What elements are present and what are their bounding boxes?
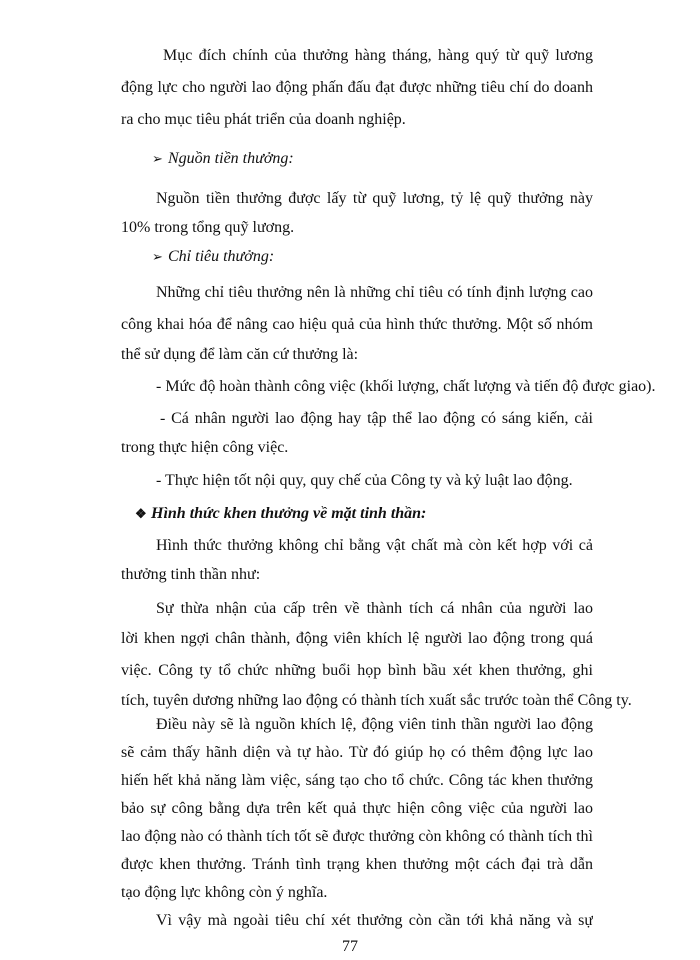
paragraph-line: Nguồn tiền thưởng được lấy từ quỹ lương, tỷ lệ quỹ thưởng này bbox=[156, 190, 593, 207]
list-item: - Cá nhân người lao động hay tập thể lao động có sáng kiến, cải bbox=[160, 410, 593, 427]
list-item: - Mức độ hoàn thành công việc (khối lượng, chất lượng và tiến độ được giao). bbox=[156, 378, 656, 395]
paragraph-line: Điều này sẽ là nguồn khích lệ, động viên tinh thần người lao động bbox=[156, 716, 593, 733]
paragraph-line: tích, tuyên dương những lao động có thành tích xuất sắc trước toàn thể Công ty. bbox=[121, 692, 632, 709]
list-item: - Thực hiện tốt nội quy, quy chế của Công ty và kỷ luật lao động. bbox=[156, 472, 573, 489]
paragraph-line: tạo động lực không còn ý nghĩa. bbox=[121, 884, 328, 901]
section-heading bbox=[135, 505, 426, 523]
list-item-continuation: trong thực hiện công việc. bbox=[121, 439, 289, 456]
paragraph-line: lời khen ngợi chân thành, động viên khích lệ người lao động trong quá bbox=[121, 630, 593, 647]
paragraph-line: thể sử dụng để làm căn cứ thưởng là: bbox=[121, 346, 359, 363]
paragraph-line: việc. Công ty tổ chức những buổi họp bình bầu xét khen thưởng, ghi bbox=[121, 662, 593, 679]
subheading-text: Chỉ tiêu thưởng: bbox=[168, 248, 275, 265]
paragraph-line: ra cho mục tiêu phát triển của doanh nghiệp. bbox=[121, 111, 406, 128]
arrow-bullet-icon: ➢ bbox=[152, 151, 163, 166]
paragraph-line: công khai hóa để nâng cao hiệu quả của hình thức thưởng. Một số nhóm bbox=[121, 316, 593, 333]
paragraph-line: Vì vậy mà ngoài tiêu chí xét thưởng còn cần tới khả năng và sự bbox=[156, 912, 593, 929]
paragraph-line: Mục đích chính của thưởng hàng tháng, hàng quý từ quỹ lương bbox=[163, 47, 593, 64]
page-number: 77 bbox=[342, 938, 358, 955]
paragraph-line: 10% trong tổng quỹ lương. bbox=[121, 219, 295, 236]
paragraph-line: sẽ cảm thấy hãnh diện và tự hào. Từ đó giúp họ có thêm động lực lao bbox=[121, 744, 593, 761]
paragraph-line: Những chỉ tiêu thưởng nên là những chỉ tiêu có tính định lượng cao bbox=[156, 284, 593, 301]
paragraph-line: thưởng tinh thần như: bbox=[121, 566, 261, 583]
paragraph-line: động lực cho người lao động phấn đấu đạt được những tiêu chí do doanh bbox=[121, 79, 593, 96]
paragraph-line: Sự thừa nhận của cấp trên về thành tích cá nhân của người lao bbox=[156, 600, 593, 617]
paragraph-line: bảo sự công bằng dựa trên kết quả thực hiện công việc của người lao bbox=[121, 800, 593, 817]
subheading-chi-tieu-thuong bbox=[152, 248, 274, 266]
diamond-bullet-icon: ❖ bbox=[135, 506, 147, 521]
subheading-text: Nguồn tiền thưởng: bbox=[168, 150, 294, 167]
arrow-bullet-icon: ➢ bbox=[152, 249, 163, 264]
paragraph-line: Hình thức thưởng không chỉ bằng vật chất mà còn kết hợp với cả bbox=[156, 537, 593, 554]
paragraph-line: được khen thưởng. Tránh tình trạng khen thưởng một cách đại trà dẫn bbox=[121, 856, 593, 873]
section-heading-text: Hình thức khen thưởng về mặt tinh thần: bbox=[151, 505, 427, 522]
paragraph-line: lao động nào có thành tích tốt sẽ được thưởng còn không có thành tích thì bbox=[121, 828, 593, 845]
subheading-nguon-tien-thuong bbox=[152, 150, 294, 168]
paragraph-line: hiến hết khả năng làm việc, sáng tạo cho tổ chức. Công tác khen thưởng bbox=[121, 772, 593, 789]
